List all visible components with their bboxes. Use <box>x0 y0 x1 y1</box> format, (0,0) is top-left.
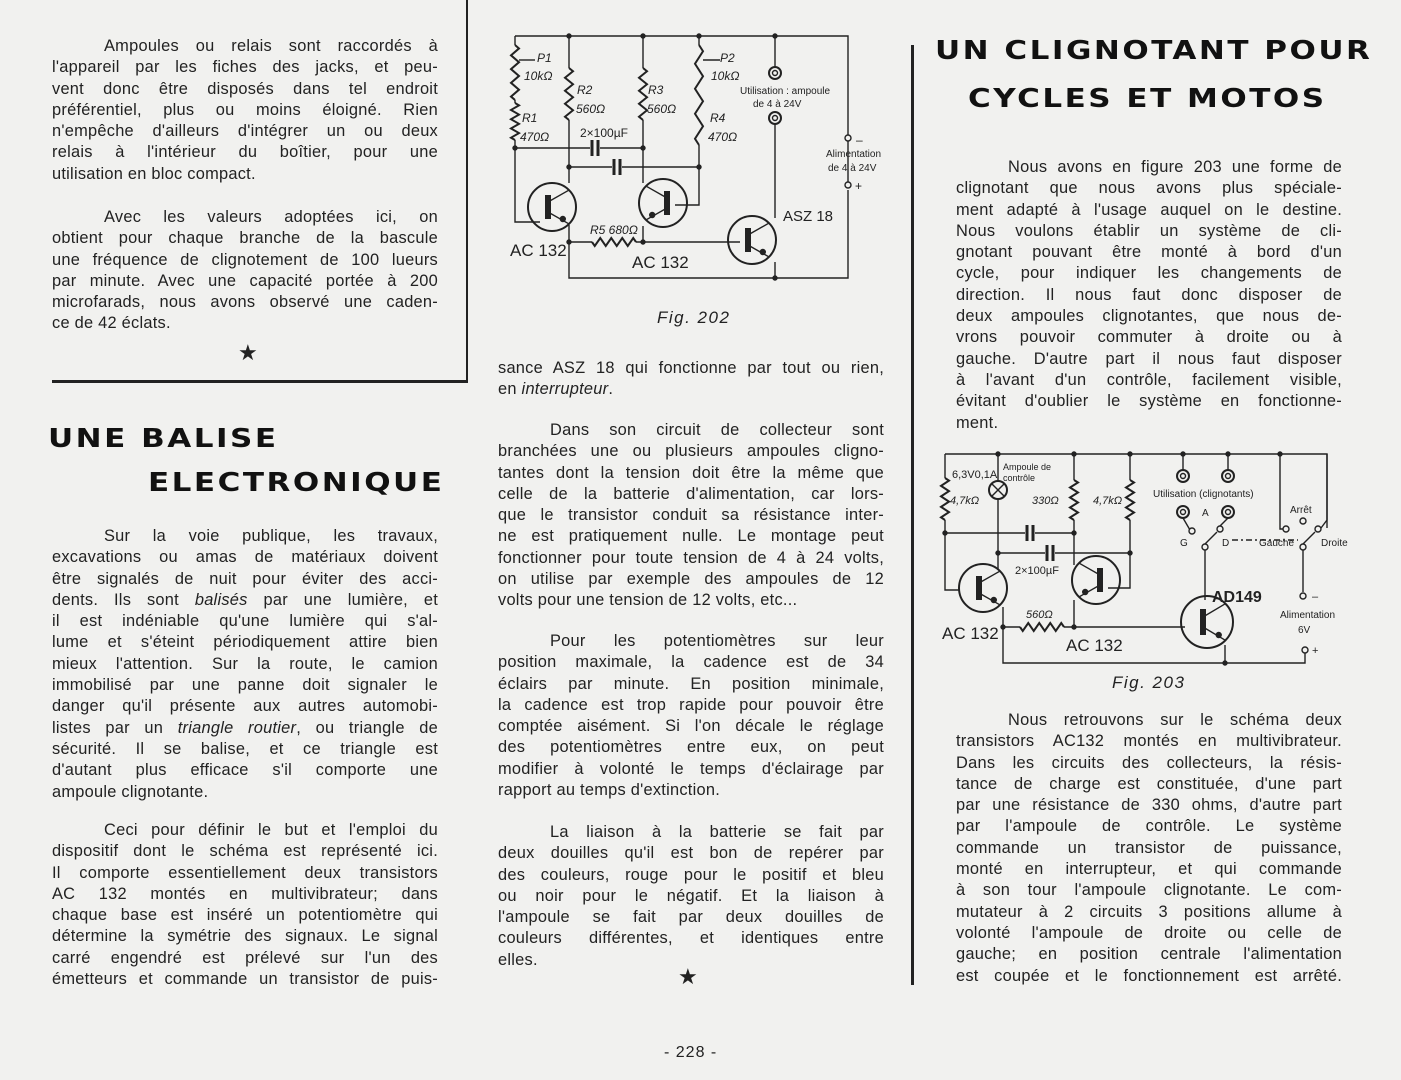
jack-socket-icon <box>769 67 781 79</box>
figure-202-labels <box>510 51 881 272</box>
text-line: microfarads, nous avons observé une caden- <box>52 293 438 312</box>
resistor <box>1126 480 1134 520</box>
text-line: être signalés de nuit pour éviter des acci- <box>52 569 438 588</box>
label-r2-value: 560Ω <box>576 102 606 116</box>
transistor-arrow <box>760 250 765 255</box>
jack-socket-icon <box>769 112 781 124</box>
text-line: préférentiel, plus ou moins éloigné. Rien <box>52 100 438 119</box>
label-utilisation: Utilisation : ampoule <box>740 86 831 97</box>
page-number: - 228 - <box>664 1044 718 1061</box>
label-p1: P1 <box>537 51 552 65</box>
terminal <box>1217 526 1223 532</box>
resistor <box>592 238 636 246</box>
junction-dot <box>1072 625 1076 629</box>
transistor-collector <box>979 571 1000 583</box>
text-line: dispositif dont le schéma est représenté ici. <box>52 842 438 861</box>
text-segment: , ou triangle de <box>296 718 438 737</box>
label-lamp-rating: 6,3V0,1A <box>952 469 998 481</box>
text-line: à l'avant d'un contrôle, facilement visible, <box>956 370 1342 389</box>
text-line: il est indéniable qu'une lumière qui s'al- <box>52 612 438 631</box>
label-r3-value: 560Ω <box>647 102 677 116</box>
text-line: des potentiomètres entre eux, on peut <box>498 738 884 757</box>
wire <box>1321 454 1327 528</box>
jack-socket-center <box>1181 510 1186 515</box>
text-line: modifier à volonté le temps d'éclairage par <box>498 759 884 778</box>
text-line: on utilise par exemple des ampoules de 12 <box>498 570 884 589</box>
jack-socket-center <box>1226 474 1231 479</box>
text-line: excavations ou amas de matériaux doivent <box>52 548 438 567</box>
text-line: AC 132 montés en multivibrateur; dans <box>52 884 438 903</box>
junction-dot <box>943 531 947 535</box>
label-plus: + <box>855 179 863 193</box>
label-capacitors: 2×100µF <box>580 126 628 140</box>
transistor-arrow <box>1083 590 1088 595</box>
resistor <box>941 478 949 520</box>
terminal <box>1202 544 1208 550</box>
text-line: Il comporte essentiellement deux transistors <box>52 863 438 882</box>
jack-socket-center <box>1226 510 1231 515</box>
wire <box>1220 518 1228 526</box>
text-line: ment adapté à l'usage auquel on le destine. <box>956 200 1342 219</box>
terminal <box>1300 593 1306 599</box>
label-alimentation: Alimentation <box>1280 610 1336 621</box>
text-line: Pour les potentiomètres sur leur <box>550 632 884 650</box>
text-line: fonctionner pour toute tension de 4 à 24 volts, <box>498 548 884 567</box>
italic-text: triangle routier <box>177 718 297 737</box>
junction-dot <box>641 240 645 244</box>
resistor <box>695 45 703 145</box>
text-line: Nous avons en figure 203 une forme de <box>1008 158 1342 176</box>
jack-socket-icon <box>1222 470 1234 482</box>
text-line: deux ampoules clignotantes, que nous de- <box>956 307 1342 326</box>
junction-dot <box>1128 452 1132 456</box>
text-line: Avec les valeurs adoptées ici, on <box>104 208 438 226</box>
junction-dot <box>1128 551 1132 555</box>
text-segment: . <box>608 380 614 399</box>
label-p1-value: 10kΩ <box>524 69 553 83</box>
transistor-collector <box>646 186 667 198</box>
text-line: ment. <box>956 413 999 432</box>
junction-dot <box>513 146 517 150</box>
text-line: émetteurs et commande un transistor de puis- <box>52 970 438 989</box>
text-line: volts pour une tension de 12 volts, etc... <box>498 591 798 610</box>
text-line: tantes dont la tension doit être la même que <box>498 463 884 482</box>
text-line: détermine la symétrie des signaux. Le signal <box>52 927 438 946</box>
label-plus: + <box>1312 645 1319 657</box>
text-line: comptée aisément. Si l'on décale le réglage <box>498 717 884 736</box>
jack-socket-icon <box>1177 506 1189 518</box>
text-line: vent donc être disposés dans tel endroit <box>52 79 438 98</box>
text-line: Nous voulons établir un système de cli- <box>956 221 1342 240</box>
terminal <box>1315 526 1321 532</box>
label-r2: R2 <box>577 83 593 97</box>
terminal <box>1300 518 1306 524</box>
text-line: Ampoules ou relais sont raccordés à <box>104 37 438 55</box>
text-line: cycle, pour indiquer les changements de <box>956 264 1342 283</box>
label-ad149: AD149 <box>1212 589 1262 606</box>
article-title-line1: UNE BALISE <box>48 424 279 454</box>
label-lamp2: contrôle <box>1003 473 1036 483</box>
text-line: sécurité. Il se balise, et ce triangle est <box>52 739 438 758</box>
junction-dot <box>567 240 571 244</box>
text-line: obtient pour chaque branche de la bascule <box>52 229 438 248</box>
text-line: par une résistance de 330 ohms, d'autre part <box>956 796 1342 815</box>
text-line: deux douilles qu'il est bon de repérer par <box>498 844 884 863</box>
text-line: Dans les circuits des collecteurs, la résis- <box>956 753 1342 772</box>
star-ornament: ★ <box>678 964 698 989</box>
text-line: volonté l'ampoule de droite ou celle de <box>956 923 1342 942</box>
text-line: ne est pratiquement nulle. Le montage peut <box>498 527 884 546</box>
terminal <box>845 182 851 188</box>
text-line: gauche. D'autre part il nous faut disposer <box>956 349 1342 368</box>
text-line: rapport au temps d'extinction. <box>498 781 721 800</box>
resistor <box>565 68 573 120</box>
text-line: chaque base est inséré un potentiomètre qui <box>52 906 438 925</box>
junction-dot <box>697 165 701 169</box>
label-lamp1: Ampoule de <box>1003 462 1052 472</box>
label-p2: P2 <box>720 51 735 65</box>
label-r-left: 4,7kΩ <box>950 495 980 507</box>
transistor-arrow <box>560 217 565 222</box>
text-line: direction. Il nous faut donc disposer de <box>956 285 1342 304</box>
label-r1: R1 <box>522 111 538 125</box>
label-minus: – <box>1312 591 1319 603</box>
text-line: branchées une ou plusieurs ampoules cligno- <box>498 442 884 461</box>
text-line: mutateur à 2 circuits 3 positions allume à <box>956 902 1342 921</box>
text-line: par minute. Avec une capacité portée à 200 <box>52 271 438 290</box>
text-line: sance ASZ 18 qui fonctionne par tout ou rien, <box>498 359 884 377</box>
text-line: couleurs différentes, et identiques entre <box>498 929 884 948</box>
label-d: D <box>1222 538 1230 549</box>
label-gauche: Gauche <box>1259 538 1295 549</box>
text-line: tance de charge est constituée, d'une part <box>956 774 1342 793</box>
wire <box>945 520 960 590</box>
label-r3: R3 <box>648 83 664 97</box>
junction-dot <box>773 276 777 280</box>
wire <box>1280 454 1283 529</box>
label-minus: – <box>856 133 863 147</box>
switch-blade <box>1303 532 1315 544</box>
text-line: clignotant que nous avons plus spéciale- <box>956 179 1342 198</box>
article-title-line2: ELECTRONIQUE <box>148 468 445 498</box>
resistor <box>1070 480 1078 520</box>
text-line: évitant d'oublier le système en fonctionne- <box>956 392 1342 411</box>
label-r5: R5 680Ω <box>590 223 638 237</box>
terminal <box>1302 647 1308 653</box>
text-line: position maximale, la cadence est de 34 <box>498 653 884 672</box>
junction-dot <box>641 146 645 150</box>
label-alimentation-voltage: de 4 à 24V <box>828 163 877 174</box>
text-line: Dans son circuit de collecteur sont <box>550 421 884 439</box>
text-line: gauche; en position centrale l'alimentation <box>956 945 1342 964</box>
transistor-arrow <box>650 213 655 218</box>
text-line: commande un transistor de puissance, <box>956 838 1342 857</box>
text-line: ce de 42 éclats. <box>52 314 171 333</box>
text-line: mieux l'attention. Sur la route, le camion <box>52 654 438 673</box>
text-line: Sur la voie publique, les travaux, <box>104 527 438 545</box>
label-transistor1: AC 132 <box>510 241 567 260</box>
label-transistor2: AC 132 <box>632 253 689 272</box>
italic-text: interrupteur <box>521 380 609 399</box>
junction-dot <box>567 165 571 169</box>
text-line: l'ampoule se fait par deux douilles de <box>498 908 884 927</box>
text-line: immobilisé par une panne doit signaler le <box>52 676 438 695</box>
transistor-emitter <box>1203 627 1225 640</box>
label-g: G <box>1180 538 1188 549</box>
label-r1-value: 470Ω <box>520 130 550 144</box>
junction-dot <box>1226 452 1230 456</box>
text-line: éclairs par minute. En position minimale, <box>498 674 884 693</box>
text-line: ou noir pour le négatif. Et la liaison à <box>498 886 884 905</box>
label-utilisation-voltage: de 4 à 24V <box>753 99 802 110</box>
text-line: lume et s'éteint périodiquement attire bien <box>52 633 438 652</box>
jack-socket-icon <box>1222 506 1234 518</box>
text-line: l'appareil par les fiches des jacks, et peu- <box>52 58 438 77</box>
label-transistor1: AC 132 <box>942 624 999 643</box>
text-line: elles. <box>498 950 538 969</box>
junction-dot <box>1278 452 1282 456</box>
jack-socket-center <box>773 116 778 121</box>
transistor-arrow <box>991 598 996 603</box>
text-line: La liaison à la batterie se fait par <box>550 823 884 841</box>
text-line: relais à l'intérieur du boîtier, pour une <box>52 143 438 162</box>
transistor-collector <box>748 223 769 235</box>
italic-text: balisés <box>194 590 248 609</box>
jack-socket-icon <box>1177 470 1189 482</box>
junction-dot <box>773 34 777 38</box>
text-line: utilisation en bloc compact. <box>52 164 256 183</box>
text-line: gnotant pouvant être monté à bord d'un <box>956 243 1342 262</box>
label-p2-value: 10kΩ <box>711 69 740 83</box>
figure-caption: Fig. 202 <box>657 308 731 327</box>
label-transistor2: AC 132 <box>1066 636 1123 655</box>
terminal <box>1283 526 1289 532</box>
junction-dot <box>697 34 701 38</box>
figure-caption: Fig. 203 <box>1112 673 1186 692</box>
article-title-line2: CYCLES ET MOTOS <box>968 84 1327 114</box>
junction-dot <box>1001 625 1005 629</box>
label-alimentation-voltage: 6V <box>1298 625 1311 636</box>
text-line: danger qu'il présente aux autres automobi- <box>52 697 438 716</box>
resistor <box>511 45 519 100</box>
terminal <box>1300 544 1306 550</box>
transistor-collector <box>1079 563 1100 575</box>
text-segment: par une lumière, et <box>247 590 439 609</box>
resistor <box>639 68 647 120</box>
jack-socket-center <box>1181 474 1186 479</box>
text-line: est coupée et le fonctionnement est arrêté. <box>956 966 1342 985</box>
text-segment: en <box>498 380 522 399</box>
text-line: à son tour l'ampoule clignotante. Le com- <box>956 881 1342 900</box>
transistor-arrow <box>1216 633 1221 638</box>
junction-dot <box>1072 452 1076 456</box>
terminal <box>845 135 851 141</box>
label-r4-value: 470Ω <box>708 130 738 144</box>
wire <box>1183 518 1190 530</box>
text-line: celle de la batterie d'alimentation, car lors- <box>498 484 884 503</box>
junction-dot <box>1072 531 1076 535</box>
label-r-560: 560Ω <box>1026 609 1053 621</box>
label-r-right: 4,7kΩ <box>1093 495 1123 507</box>
text-line: ampoule clignotante. <box>52 782 209 801</box>
jack-socket-center <box>773 71 778 76</box>
junction-dot <box>996 551 1000 555</box>
text-line: Nous retrouvons sur le schéma deux <box>1008 711 1342 729</box>
label-utilisation: Utilisation (clignotants) <box>1153 489 1254 500</box>
label-r4: R4 <box>710 111 726 125</box>
label-r-330: 330Ω <box>1032 495 1059 507</box>
label-arret: Arrêt <box>1290 505 1312 516</box>
junction-dot <box>1181 452 1185 456</box>
resistor <box>511 103 519 140</box>
junction-dot <box>567 34 571 38</box>
junction-dot <box>641 34 645 38</box>
text-line: d'autant plus efficace s'il comporte une <box>52 761 438 780</box>
text-segment: listes par un <box>52 718 178 737</box>
text-line: transistors AC132 montés en multivibrateur. <box>956 732 1342 751</box>
text-line: carré engendré est prélevé sur l'un des <box>52 948 438 967</box>
text-segment: dents. Ils sont <box>52 590 195 609</box>
text-line: que le transistor conduit sa résistance inter- <box>498 506 884 525</box>
text-line: monté en interrupteur, et qui commande <box>956 860 1342 879</box>
junction-dot <box>996 452 1000 456</box>
label-capacitors: 2×100µF <box>1015 565 1059 577</box>
transistor-collector <box>548 190 569 202</box>
terminal <box>1189 528 1195 534</box>
figure-203-schematic <box>941 452 1327 665</box>
label-droite: Droite <box>1321 538 1348 549</box>
text-line: la cadence est trop rapide pour pouvoir être <box>498 695 884 714</box>
label-asz18: ASZ 18 <box>783 208 834 225</box>
switch-blade <box>1205 532 1217 544</box>
text-line: n'empêche d'ailleurs d'intégrer un ou deux <box>52 122 438 141</box>
star-ornament: ★ <box>238 340 258 365</box>
article-title-line1: UN CLIGNOTANT POUR <box>935 36 1373 66</box>
text-line: Ceci pour définir le but et l'emploi du <box>104 821 438 839</box>
label-alimentation: Alimentation <box>826 149 882 160</box>
text-line: vrons pouvoir commuter à droite ou à <box>956 328 1342 347</box>
text-line: des couleurs, rouge pour le positif et bleu <box>498 865 884 884</box>
resistor <box>1020 623 1064 631</box>
label-a: A <box>1202 508 1209 519</box>
text-line: une fréquence de clignotement de 100 lueurs <box>52 250 438 269</box>
junction-dot <box>1223 661 1227 665</box>
text-line: par l'ampoule de contrôle. Le système <box>956 817 1342 836</box>
